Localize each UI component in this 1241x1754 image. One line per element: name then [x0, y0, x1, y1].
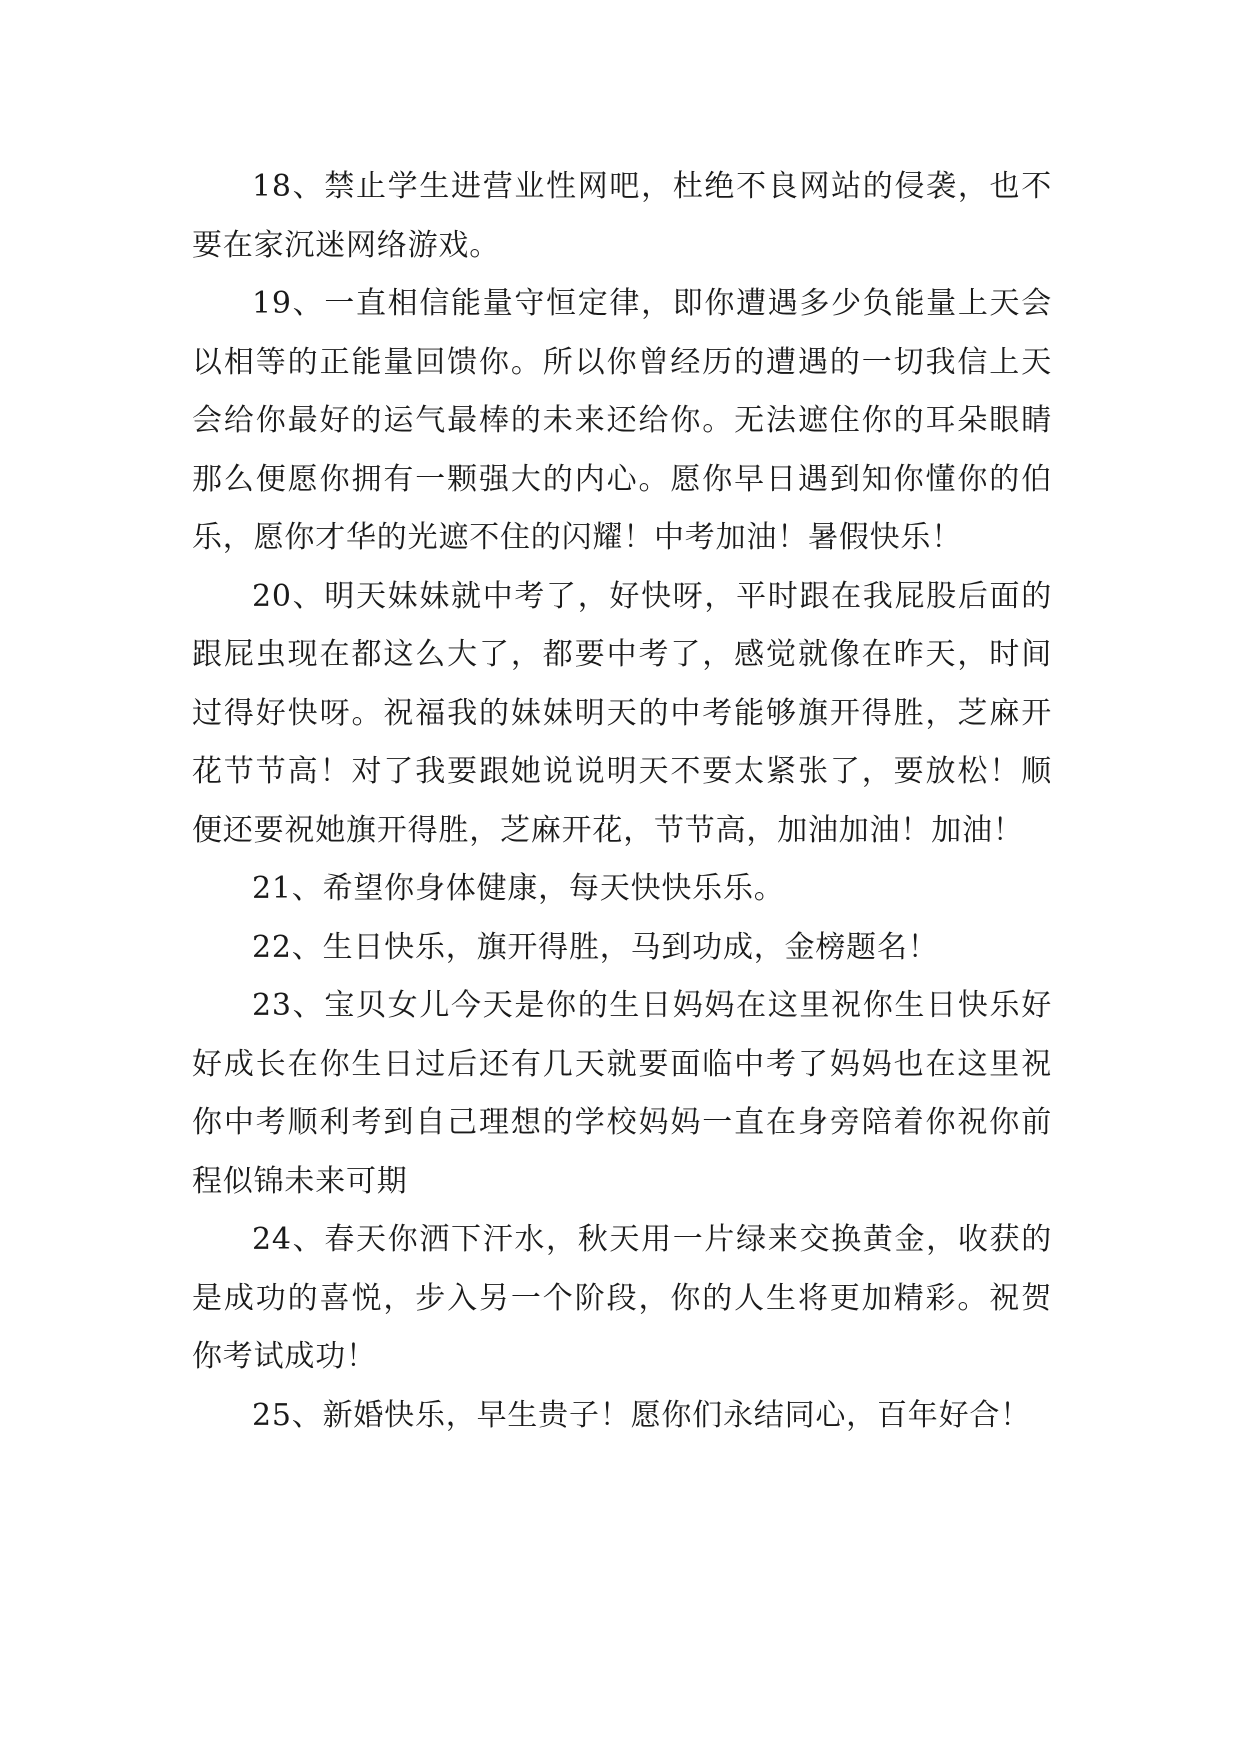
paragraph-21: 21、希望你身体健康，每天快快乐乐。: [252, 871, 785, 906]
document-body: [192, 158, 1052, 1445]
paragraph-24: 24、春天你洒下汗水，秋天用一片绿来交换黄金，收获的是成功的喜悦，步入另一个阶段，你的人生将更加精彩。祝贺你考试成功！: [192, 1222, 1052, 1374]
paragraph-25: 25、新婚快乐，早生贵子！愿你们永结同心，百年好合！: [252, 1397, 1031, 1433]
paragraph-22: 22、生日快乐，旗开得胜，马到功成，金榜题名！: [252, 929, 939, 965]
paragraph-23: 23、宝贝女儿今天是你的生日妈妈在这里祝你生日快乐好好成长在你生日过后还有几天就要面临中考了妈妈也在这里祝你中考顺利考到自己理想的学校妈妈一直在身旁陪着你祝你前程似锦未来可期: [192, 988, 1052, 1199]
paragraph-20: 20、明天妹妹就中考了，好快呀，平时跟在我屁股后面的跟屁虫现在都这么大了，都要中考了，感觉就像在昨天，时间过得好快呀。祝福我的妹妹明天的中考能够旗开得胜，芝麻开花节节高！对了我要跟她说说明天不要太紧张了，要放松！顺便还要祝她旗开得胜，芝麻开花，节节高，加油加油！加油！: [192, 578, 1052, 848]
paragraph-19: 19、一直相信能量守恒定律，即你遭遇多少负能量上天会以相等的正能量回馈你。所以你曾经历的遭遇的一切我信上天会给你最好的运气最棒的未来还给你。无法遮住你的耳朵眼睛那么便愿你拥有一颗强大的内心。愿你早日遇到知你懂你的伯乐，愿你才华的光遮不住的闪耀！中考加油！暑假快乐！: [192, 286, 1052, 555]
paragraph-18: 18、禁止学生进营业性网吧，杜绝不良网站的侵袭，也不要在家沉迷网络游戏。: [192, 169, 1052, 263]
